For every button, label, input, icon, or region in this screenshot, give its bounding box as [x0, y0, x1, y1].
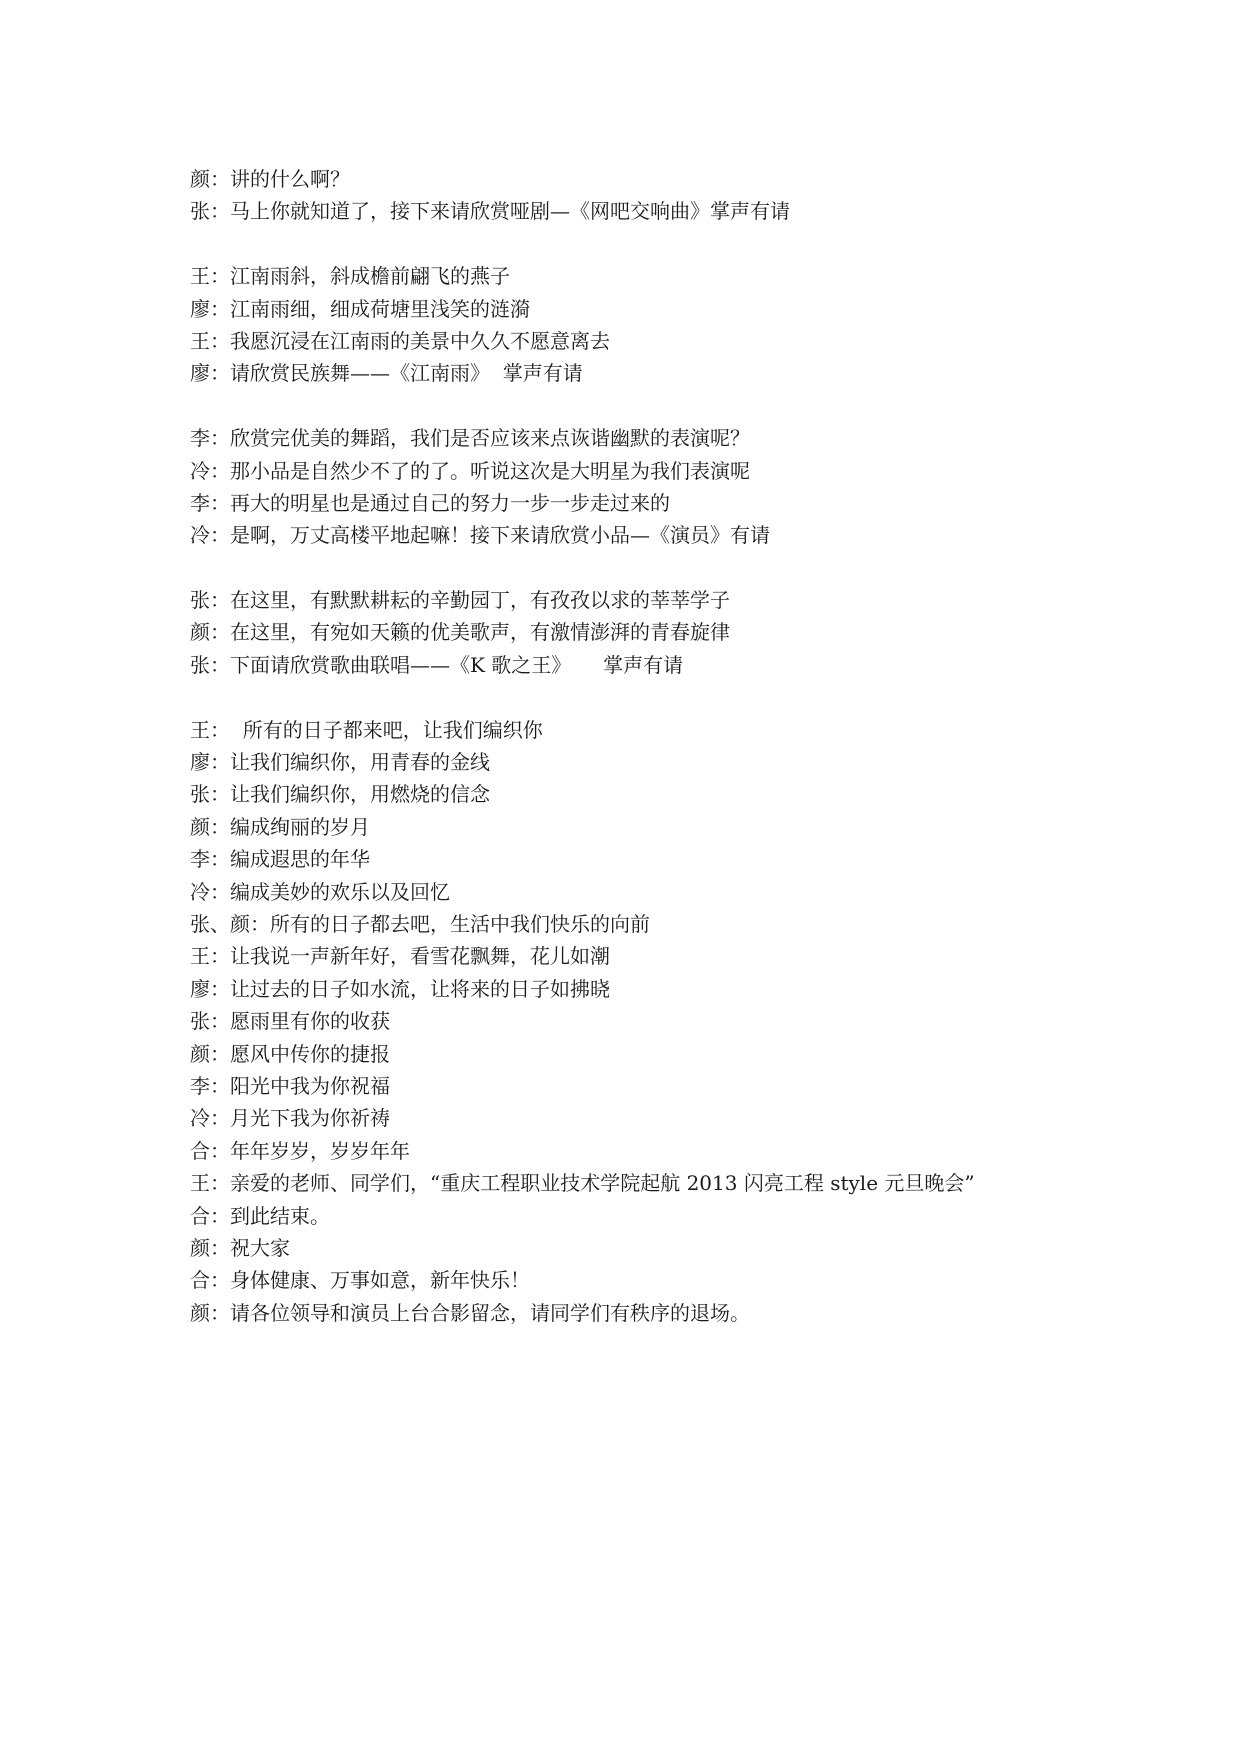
- dialogue-line: 颜：讲的什么啊？: [190, 167, 350, 191]
- dialogue-line: 颜：愿风中传你的捷报: [190, 1041, 390, 1066]
- dialogue-line: 王：我愿沉浸在江南雨的美景中久久不愿意离去: [190, 328, 610, 353]
- dialogue-line: 冷：是啊，万丈高楼平地起嘛！接下来请欣赏小品—《演员》有请: [190, 523, 770, 548]
- dialogue-line: 合：到此结束。: [190, 1203, 330, 1228]
- paragraph-gap: [190, 390, 1150, 422]
- dialogue-line: 张：让我们编织你，用燃烧的信念: [190, 782, 490, 807]
- dialogue-line: 廖：江南雨细，细成荷塘里浅笑的涟漪: [190, 296, 530, 321]
- dialogue-line: 廖：让过去的日子如水流，让将来的日子如拂晓: [190, 976, 610, 1001]
- dialogue-line: 合：身体健康、万事如意，新年快乐！: [190, 1268, 530, 1293]
- dialogue-line: 张、颜：所有的日子都去吧，生活中我们快乐的向前: [190, 911, 650, 936]
- dialogue-line: 李：欣赏完优美的舞蹈，我们是否应该来点诙谐幽默的表演呢？: [190, 426, 750, 451]
- dialogue-line: 张：下面请欣赏歌曲联唱——《K 歌之王》 掌声有请: [190, 652, 684, 677]
- dialogue-line: 廖：让我们编织你，用青春的金线: [190, 750, 490, 775]
- script-text: [190, 163, 1150, 1329]
- dialogue-line: 张：在这里，有默默耕耘的辛勤园丁，有孜孜以求的莘莘学子: [190, 588, 730, 613]
- paragraph-gap: [190, 228, 1150, 260]
- dialogue-line: 冷：编成美妙的欢乐以及回忆: [190, 879, 450, 904]
- dialogue-line: 合：年年岁岁，岁岁年年: [190, 1138, 410, 1163]
- dialogue-line: 冷：那小品是自然少不了的了。听说这次是大明星为我们表演呢: [190, 458, 750, 483]
- dialogue-line: 李：阳光中我为你祝福: [190, 1073, 390, 1098]
- dialogue-line: 冷：月光下我为你祈祷: [190, 1106, 390, 1131]
- paragraph-gap: [190, 681, 1150, 713]
- dialogue-line: 李：编成遐思的年华: [190, 847, 370, 872]
- dialogue-line: 王：江南雨斜，斜成檐前翩飞的燕子: [190, 264, 510, 289]
- dialogue-line: 颜：请各位领导和演员上台合影留念，请同学们有秩序的退场。: [190, 1300, 750, 1325]
- dialogue-line: 王：亲爱的老师、同学们，“重庆工程职业技术学院起航 2013 闪亮工程 style 元旦晚会”: [190, 1171, 975, 1196]
- dialogue-line: 王：让我说一声新年好，看雪花飘舞，花儿如潮: [190, 944, 610, 969]
- dialogue-line: 颜：在这里，有宛如天籁的优美歌声，有激情澎湃的青春旋律: [190, 620, 730, 645]
- dialogue-line: 张：马上你就知道了，接下来请欣赏哑剧—《网吧交响曲》掌声有请: [190, 199, 790, 224]
- dialogue-line: 张：愿雨里有你的收获: [190, 1009, 390, 1034]
- dialogue-line: 颜：祝大家: [190, 1235, 290, 1260]
- dialogue-line: 廖：请欣赏民族舞——《江南雨》 掌声有请: [190, 361, 583, 386]
- dialogue-line: 颜：编成绚丽的岁月: [190, 814, 370, 839]
- dialogue-line: 李：再大的明星也是通过自己的努力一步一步走过来的: [190, 490, 670, 515]
- dialogue-line: 王： 所有的日子都来吧，让我们编织你: [190, 717, 543, 742]
- paragraph-gap: [190, 552, 1150, 584]
